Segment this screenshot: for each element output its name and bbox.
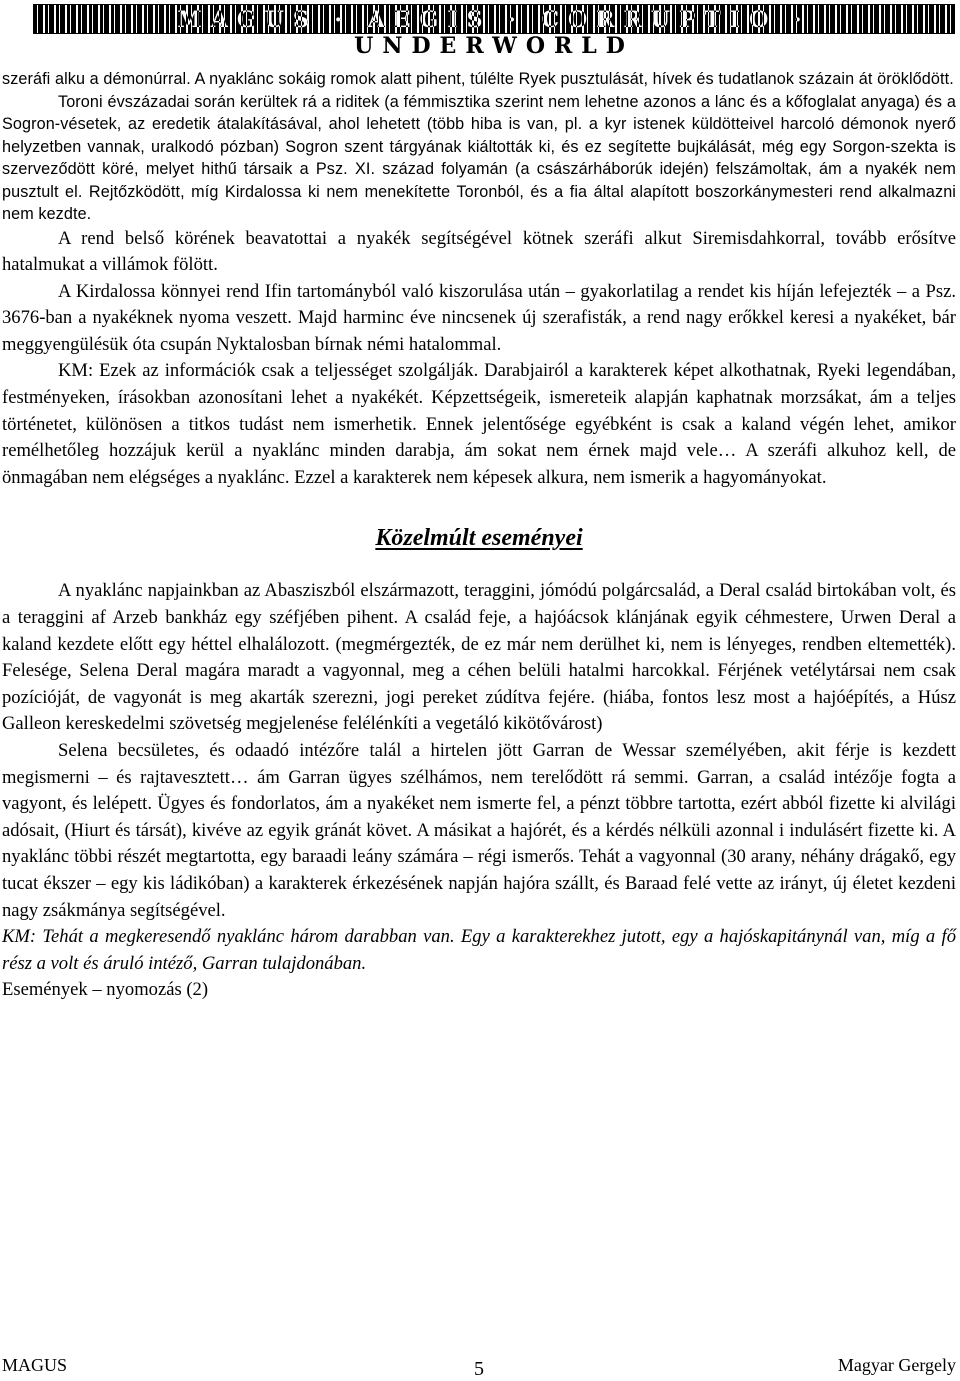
footer-author: Magyar Gergely bbox=[837, 1355, 956, 1375]
paragraph: Toroni évszázadai során kerültek rá a riditek (a fémmisztika szerint nem lehetne azonos a lánc és a kőfoglalat anyaga) és a Sogron-vésetek, az eredetik átalakításával, ahol lehetett (több hiba is van, pl. a kyr istenek küldötteivel harcoló démonok nyerő helyzetben vannak, uralkodó pózban) Sogron szent tárgyának kiáltották ki, és ez segítette bujkálását, még egy Sorgon-szekta is szerveződött köré, melyet hithű társaik a Psz. XI. század folyamán (a császárháborúk idején) felszámoltak, ám a nyakék nem pusztult el. Rejtőzködött, míg Kirdalossa ki nem menekítette Toronból, és a fia által alapított boszorkánymesteri rend alkalmazni nem kezdte. bbox=[2, 92, 956, 223]
header-banner bbox=[33, 4, 955, 59]
page-number: 5 bbox=[474, 1358, 484, 1380]
footer-left: MAGUS bbox=[2, 1355, 68, 1375]
events-line: Események – nyomozás (2) bbox=[2, 979, 209, 1001]
km-note: KM: Tehát a megkeresendő nyaklánc három darabban van. Egy a karakterekhez jutott, egy a hajóskapitánynál van, míg a fő rész a volt és áruló intéző, Garran tulajdonában. bbox=[2, 926, 956, 974]
paragraph: A nyaklánc napjainkban az Abasziszból elszármazott, teraggini, jómódú polgárcsalád, a Deral család birtokában volt, és a teraggini af Arzeb bankház egy széfjében pihent. A család feje, a hajóácsok klánjának egyik céhmestere, Urwen Deral a kaland kezdete előtt egy héttel elhalálozott. (megmérgezték, de ez már nem derülhet ki, nem is lényeges, rendben eltemették). Felesége, Selena Deral magára maradt a vagyonnal, meg a céhen belüli hatalmi harcokkal. Férjének vetélytársai nem csak pozícióját, de vagyonát is meg akarták szerezni, jogi pereket zúdítva fejére. (hiába, fontos lesz most a hajóépítés, a Húsz Galleon kereskedelmi szövetség megjelenése felélénkíti a vegetáló kikötővárost) bbox=[2, 580, 956, 735]
page-footer bbox=[2, 1352, 956, 1378]
header-banner-text: MAGUS · AEGIS · CORRUPTIO · UNDERWORLD bbox=[177, 7, 811, 59]
section-title: Közelmúlt eseményei bbox=[375, 525, 583, 552]
paragraph: A Kirdalossa könnyei rend Ifin tartományból való kiszorulása után – gyakorlatilag a rendet kis híján lefejezték – a Psz. 3676-ban a nyakéknek nyoma veszett. Majd harminc éve nincsenek új szerafisták, a rend nagy erőkkel keresi a nyakéket, bár meggyengülésük óta csupán Nyktalosban bírnak némi hatalommal. bbox=[2, 280, 956, 355]
paragraph: KM: Ezek az információk csak a teljességet szolgálják. Darabjairól a karakterek képet alkothatnak, Ryeki legendában, festményeken, írásokban azonosítani lehet a nyakékét. Képzettségeik, ismereteik alapján kaphatnak morzsákat, ám a teljes történetet, különösen a titkos tudást nem ismerhetik. Ennek jelentősége egyébként is csak a kaland végén lehet, amikor remélhetőleg hozzájuk kerül a nyaklánc minden darabja, ám sokat nem érnek majd vele… A szeráfi alkuhoz kell, de önmagában nem elégséges a nyaklánc. Ezzel a karakterek nem képesek alkura, nem ismerik a hagyományokat. bbox=[2, 360, 956, 488]
paragraph: Selena becsületes, és odaadó intézőre talál a hirtelen jött Garran de Wessar személyében, akit férje is kezdett megismerni – és rajtavesztett… ám Garran ügyes szélhámos, nem terelődött rá semmi. Garran, a család intézője fogta a vagyont, és lelépett. Ügyes és fondorlatos, ám a nyakéket nem ismerte fel, a pénzt többre tartotta, ezért abból fizette ki alvilági adósait, (Hiurt és társát), kivéve az egyik gránát követ. A másikat a hajórét, és a kérdés nélküli azonnal i indulásért fizette ki. A nyaklánc többi részét megtartotta, egy baraadi leány számára – régi ismerős. Tehát a vagyonnal (30 arany, néhány drágakő, egy tucat ékszer – egy kis ládikóban) a karakterek érkezésének napján hajóra szállt, és Baraad felé vette az irányt, új életet kezdeni nagy zsákmánya segítségével. bbox=[2, 740, 956, 921]
page-body bbox=[2, 68, 956, 1004]
paragraph: szeráfi alku a démonúrral. A nyaklánc sokáig romok alatt pihent, túlélte Ryek pusztulását, hívek és tudatlanok százain át öröklődött. bbox=[2, 70, 954, 88]
paragraph: A rend belső körének beavatottai a nyakék segítségével kötnek szeráfi alkut Siremisdahkorral, tovább erősítve hatalmukat a villámok fölött. bbox=[2, 227, 956, 276]
